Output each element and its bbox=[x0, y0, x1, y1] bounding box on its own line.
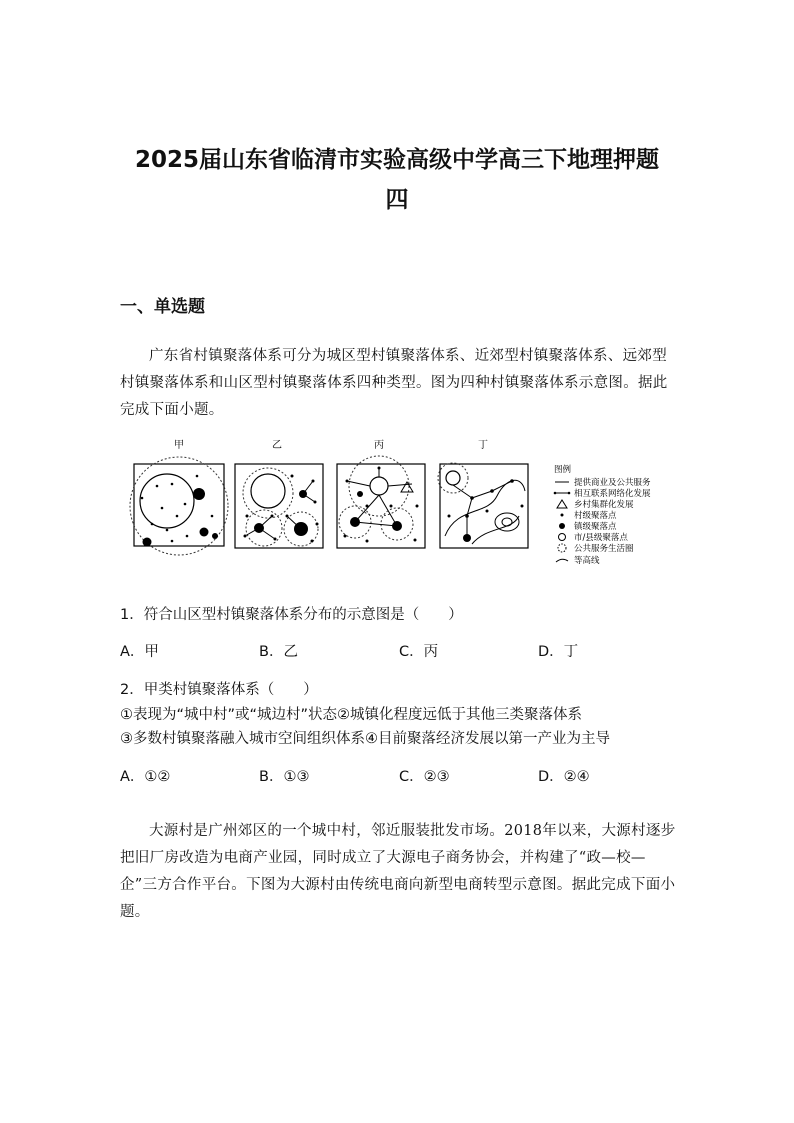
q2-option-a[interactable]: A．①② bbox=[120, 769, 171, 785]
legend-item-contour: 等高线 bbox=[574, 556, 600, 566]
question-1-options bbox=[120, 640, 680, 662]
q2-option-c[interactable]: C．②③ bbox=[399, 769, 450, 785]
title-line-1: 2025届山东省临清市实验高级中学高三下地理押题 bbox=[134, 147, 659, 173]
figure-legend bbox=[554, 464, 651, 566]
section-heading: 一、单选题 bbox=[120, 297, 205, 317]
question-2-stem: 2．甲类村镇聚落体系（ ） bbox=[120, 682, 318, 698]
q1-option-b[interactable]: B．乙 bbox=[259, 644, 298, 660]
panel-ding-diagram bbox=[438, 463, 528, 548]
panel-label-bing: 丙 bbox=[374, 440, 384, 451]
legend-item-network: 相互联系网络化发展 bbox=[574, 489, 651, 499]
legend-item-service-circle: 公共服务生活圈 bbox=[574, 544, 634, 554]
legend-title: 图例 bbox=[554, 465, 572, 475]
settlement-system-figure bbox=[127, 436, 687, 576]
question-2-statements-1: ①表现为“城中村”或“城边村”状态②城镇化程度远低于其他三类聚落体系 bbox=[120, 707, 583, 723]
question-2-options bbox=[120, 765, 680, 787]
title-line-2: 四 bbox=[385, 187, 409, 213]
question-1-stem: 1．符合山区型村镇聚落体系分布的示意图是（ ） bbox=[120, 607, 463, 623]
document-title bbox=[100, 140, 694, 220]
legend-item-service: 提供商业及公共服务 bbox=[574, 478, 651, 488]
panel-label-ding: 丁 bbox=[478, 440, 488, 451]
panel-yi-diagram bbox=[235, 464, 323, 548]
q2-option-d[interactable]: D．②④ bbox=[538, 769, 590, 785]
legend-item-city: 市/县级聚落点 bbox=[574, 533, 628, 543]
q2-option-b[interactable]: B．①③ bbox=[259, 769, 310, 785]
passage-2: 大源村是广州郊区的一个城中村，邻近服装批发市场。2018年以来，大源村逐步把旧厂房改造为电商产业园，同时成立了大源电子商务协会，并构建了“政—校—企”三方合作平台。下图为大源村由传统电商向新型电商转型示意图。据此完成下面小题。 bbox=[120, 823, 676, 920]
panel-bing-diagram bbox=[337, 456, 425, 548]
q1-option-a[interactable]: A．甲 bbox=[120, 644, 159, 660]
q1-option-c[interactable]: C．丙 bbox=[399, 644, 439, 660]
panel-jia-diagram bbox=[130, 457, 228, 555]
question-2-statements-2: ③多数村镇聚落融入城市空间组织体系④目前聚落经济发展以第一产业为主导 bbox=[120, 731, 610, 747]
legend-item-village: 村级聚落点 bbox=[574, 511, 617, 521]
q1-option-d[interactable]: D．丁 bbox=[538, 644, 579, 660]
legend-item-town: 镇级聚落点 bbox=[574, 522, 617, 532]
panel-label-jia: 甲 bbox=[174, 440, 184, 451]
legend-item-cluster: 乡村集群化发展 bbox=[574, 500, 634, 510]
panel-label-yi: 乙 bbox=[272, 440, 282, 451]
passage-1: 广东省村镇聚落体系可分为城区型村镇聚落体系、近郊型村镇聚落体系、远郊型村镇聚落体系和山区型村镇聚落体系四种类型。图为四种村镇聚落体系示意图。据此完成下面小题。 bbox=[120, 348, 668, 418]
